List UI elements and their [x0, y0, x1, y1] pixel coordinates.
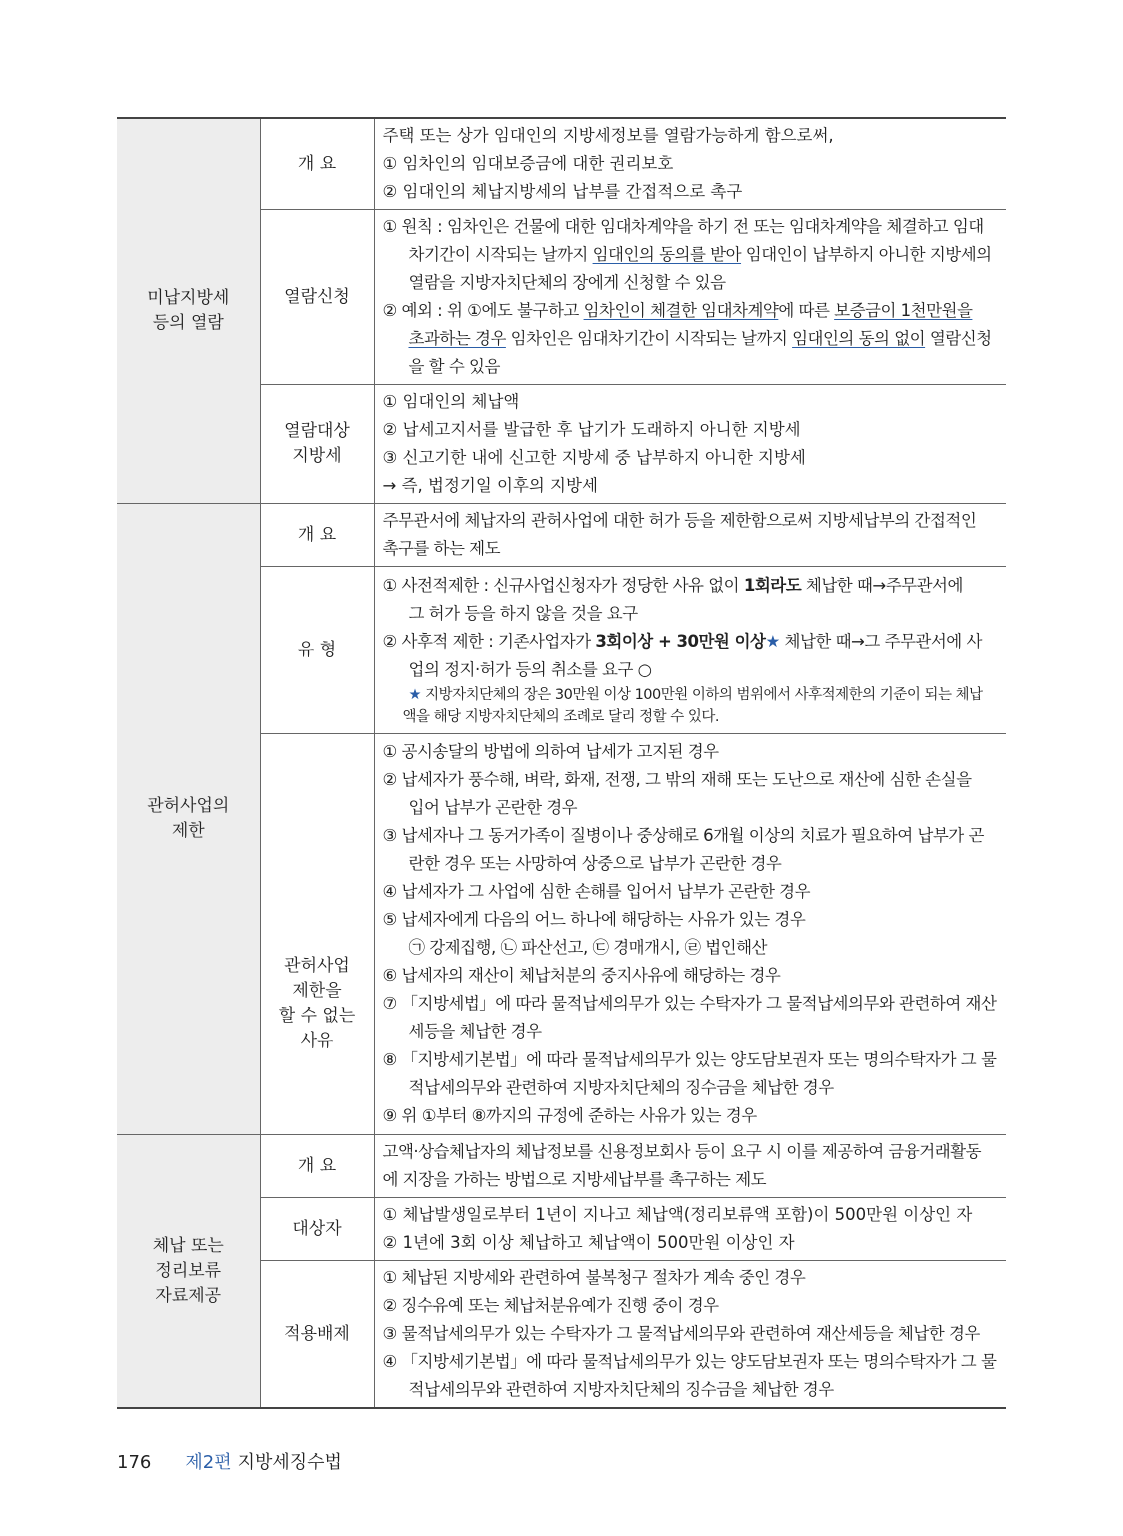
footnote: 액을 해당 지방자치단체의 조례로 달리 정할 수 있다.: [402, 709, 720, 725]
subcategory-cell: [260, 504, 374, 567]
subcategory-label: 열람신청: [284, 286, 350, 307]
content-cell: [374, 1198, 1006, 1261]
text-line: 적납세의무와 관련하여 지방자치단체의 징수금을 체납한 경우: [408, 1380, 834, 1399]
text-line: → 즉, 법정기일 이후의 지방세: [382, 476, 598, 495]
content-cell: [374, 1261, 1006, 1409]
text-line: ⑦ 「지방세법」에 따라 물적납세의무가 있는 수탁자가 그 물적납세의무와 관련하여 재산: [382, 994, 997, 1013]
text-line: ⑥ 납세자의 재산이 체납처분의 중지사유에 해당하는 경우: [382, 966, 781, 985]
text-line: 주무관서에 체납자의 관허사업에 대한 허가 등을 제한함으로써 지방세납부의 간접적인: [382, 511, 977, 530]
text-line: ⑤ 납세자에게 다음의 어느 하나에 해당하는 사유가 있는 경우: [382, 910, 806, 929]
text-line: ㉠ 강제집행, ㉡ 파산선고, ㉢ 경매개시, ㉣ 법인해산: [408, 938, 767, 957]
text-line: ② 납세고지서를 발급한 후 납기가 도래하지 아니한 지방세: [382, 420, 801, 439]
star-icon: ★: [765, 632, 780, 651]
text-line: ④ 「지방세기본법」에 따라 물적납세의무가 있는 양도담보권자 또는 명의수탁자가 그 물: [382, 1352, 997, 1371]
text-line: 을 할 수 있음: [408, 357, 500, 376]
star-icon: ★: [408, 687, 421, 703]
text-line: ① 임차인의 임대보증금에 대한 권리보호: [382, 154, 674, 173]
subcategory-cell: [260, 210, 374, 385]
text-line: 그 허가 등을 하지 않을 것을 요구: [408, 604, 638, 623]
text-line: ③ 납세자나 그 동거가족이 질병이나 중상해로 6개월 이상의 치료가 필요하여 납부가 곤: [382, 826, 984, 845]
content-cell: [374, 504, 1006, 567]
text-line: 주택 또는 상가 임대인의 지방세정보를 열람가능하게 함으로써,: [382, 126, 834, 145]
subcategory-cell: [260, 1261, 374, 1409]
text-line: ① 공시송달의 방법에 의하여 납세가 고지된 경우: [382, 742, 719, 761]
underlined-text: 임대인의 동의를 받아: [592, 245, 742, 264]
table-row: [117, 118, 1006, 210]
text-line: ③ 신고기한 내에 신고한 지방세 중 납부하지 아니한 지방세: [382, 448, 806, 467]
text-line: ① 임대인의 체납액: [382, 392, 520, 411]
category-label: 관허사업의 제한: [147, 796, 230, 841]
underlined-text: 보증금이 1천만원을: [834, 301, 973, 320]
chapter-title: 지방세징수법: [237, 1452, 342, 1473]
content-cell: [374, 734, 1006, 1135]
text-line: 열람을 지방자치단체의 장에게 신청할 수 있음: [408, 273, 726, 292]
table-row: [117, 504, 1006, 567]
text-line: ① 사전적제한 : 신규사업신청자가 정당한 사유 없이 1회라도 체납한 때→주무관서에: [382, 576, 963, 595]
text-line: 란한 경우 또는 사망하여 상중으로 납부가 곤란한 경우: [408, 854, 782, 873]
category-label: 체납 또는 정리보류 자료제공: [152, 1235, 224, 1306]
subcategory-cell: [260, 1135, 374, 1198]
text-line: 차기간이 시작되는 날까지 임대인의 동의를 받아 임대인이 납부하지 아니한 지방세의: [408, 245, 992, 264]
text-line: ① 체납발생일로부터 1년이 지나고 체납액(정리보류액 포함)이 500만원 이상인 자: [382, 1205, 973, 1224]
subcategory-label: 관허사업 제한을 할 수 없는 사유: [278, 956, 356, 1051]
underlined-text: 임대인의 동의 없이: [792, 329, 926, 348]
footnote: ★ 지방자치단체의 장은 30만원 이상 100만원 이하의 범위에서 사후적제한의 기준이 되는 체납: [408, 687, 983, 703]
category-cell: [117, 118, 260, 504]
text-line: ① 체납된 지방세와 관련하여 불복청구 절차가 계속 중인 경우: [382, 1268, 806, 1287]
text-line: 적납세의무와 관련하여 지방자치단체의 징수금을 체납한 경우: [408, 1078, 834, 1097]
emphasis-text: 3회이상 + 30만원 이상: [595, 632, 766, 651]
table-row: [117, 1135, 1006, 1198]
underlined-text: 초과하는 경우: [408, 329, 506, 348]
subcategory-label: 적용배제: [284, 1323, 350, 1344]
subcategory-cell: [260, 385, 374, 504]
subcategory-label: 개 요: [297, 524, 337, 545]
subcategory-cell: [260, 734, 374, 1135]
text-line: ② 예외 : 위 ①에도 불구하고 임차인이 체결한 임대차계약에 따른 보증금이 1천만원을: [382, 301, 973, 320]
text-line: ② 임대인의 체납지방세의 납부를 간접적으로 촉구: [382, 182, 743, 201]
page-footer: [117, 1448, 342, 1474]
text-line: ③ 물적납세의무가 있는 수탁자가 그 물적납세의무와 관련하여 재산세등을 체납한 경우: [382, 1324, 980, 1343]
subcategory-label: 대상자: [292, 1218, 342, 1239]
text-line: ② 1년에 3회 이상 체납하고 체납액이 500만원 이상인 자: [382, 1233, 795, 1252]
text-line: 세등을 체납한 경우: [408, 1022, 542, 1041]
category-cell: [117, 1135, 260, 1409]
subcategory-cell: [260, 118, 374, 210]
text-line: 고액·상습체납자의 체납정보를 신용정보회사 등이 요구 시 이를 제공하여 금융거래활동: [382, 1142, 982, 1161]
content-cell: [374, 567, 1006, 734]
subcategory-label: 열람대상 지방세: [284, 421, 350, 466]
content-cell: [374, 210, 1006, 385]
text-line: 입어 납부가 곤란한 경우: [408, 798, 578, 817]
category-cell: [117, 504, 260, 1135]
subcategory-label: 개 요: [297, 1155, 337, 1176]
text-line: ② 납세자가 풍수해, 벼락, 화재, 전쟁, 그 밖의 재해 또는 도난으로 재산에 심한 손실을: [382, 770, 972, 789]
subcategory-cell: [260, 1198, 374, 1261]
part-label: 제2편: [185, 1452, 232, 1473]
underlined-text: 임차인이 체결한 임대차계약: [583, 301, 779, 320]
text-line: 초과하는 경우 임차인은 임대차기간이 시작되는 날까지 임대인의 동의 없이 열람신청: [408, 329, 992, 348]
text-line: 업의 정지·허가 등의 취소를 요구 ○: [408, 660, 652, 679]
subcategory-label: 개 요: [297, 153, 337, 174]
text-line: ⑧ 「지방세기본법」에 따라 물적납세의무가 있는 양도담보권자 또는 명의수탁자가 그 물: [382, 1050, 997, 1069]
text-line: 촉구를 하는 제도: [382, 539, 501, 558]
content-cell: [374, 1135, 1006, 1198]
text-line: ② 징수유예 또는 체납처분유예가 진행 중이 경우: [382, 1296, 719, 1315]
text-line: ⑨ 위 ①부터 ⑧까지의 규정에 준하는 사유가 있는 경우: [382, 1106, 757, 1125]
subcategory-cell: [260, 567, 374, 734]
text-line: ① 원칙 : 임차인은 건물에 대한 임대차계약을 하기 전 또는 임대차계약을 체결하고 임대: [382, 217, 984, 236]
category-label: 미납지방세 등의 열람: [147, 288, 230, 333]
emphasis-text: 1회라도: [743, 576, 802, 595]
subcategory-label: 유 형: [297, 639, 337, 660]
text-line: ② 사후적 제한 : 기존사업자가 3회이상 + 30만원 이상★ 체납한 때→그 주무관서에 사: [382, 632, 982, 651]
content-cell: [374, 118, 1006, 210]
summary-table: [117, 117, 1006, 1409]
text-line: ④ 납세자가 그 사업에 심한 손해를 입어서 납부가 곤란한 경우: [382, 882, 811, 901]
content-cell: [374, 385, 1006, 504]
page-number: 176: [117, 1452, 152, 1473]
text-line: 에 지장을 가하는 방법으로 지방세납부를 촉구하는 제도: [382, 1170, 767, 1189]
